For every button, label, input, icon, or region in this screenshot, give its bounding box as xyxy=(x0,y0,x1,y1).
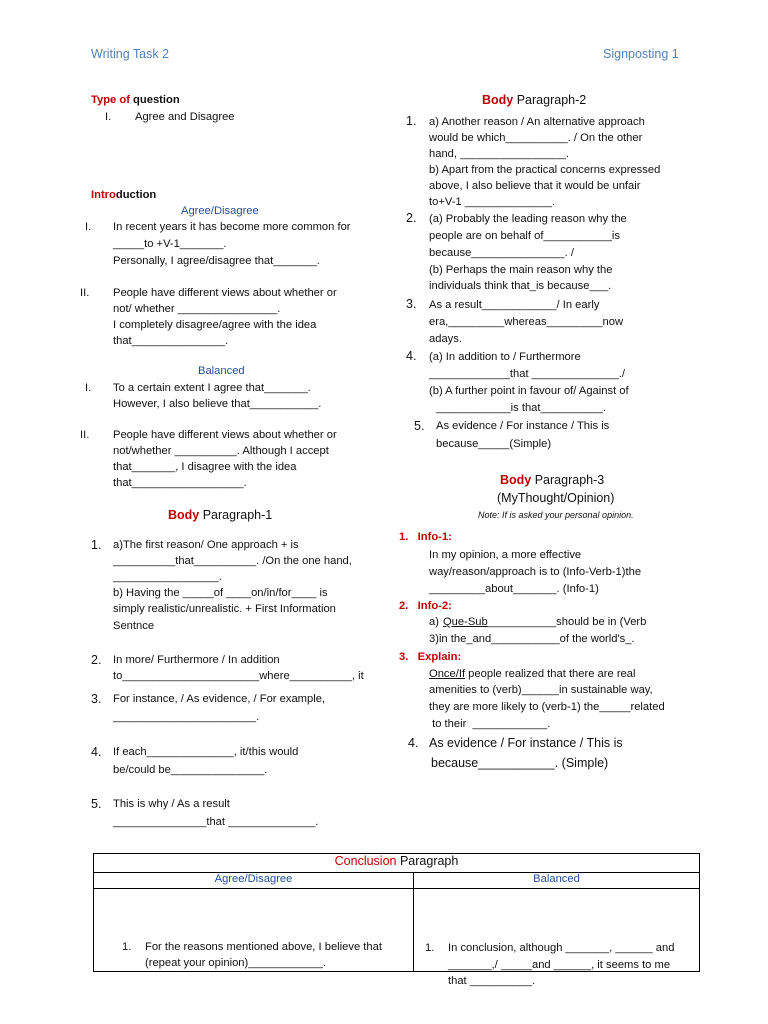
type-item: Agree and Disagree xyxy=(135,111,235,123)
body3-line: amenities to (verb)______in sustainable way, xyxy=(429,684,653,696)
body2-line: era,_________whereas_________now xyxy=(429,316,624,328)
body2-heading: Body Paragraph-2 xyxy=(482,93,587,107)
body3-heading: Body Paragraph-3 xyxy=(500,473,605,487)
balanced-i-line: However, I also believe that___________. xyxy=(113,398,322,410)
body1-line: Sentnce xyxy=(113,620,155,632)
body1-line: If each______________, it/this would xyxy=(113,746,299,758)
body1-num: 2. xyxy=(91,653,102,667)
balanced-ii-num: II. xyxy=(80,429,90,441)
intro-ii-line: not/ whether ________________. xyxy=(113,303,281,315)
body3-line: 3)in the_and___________of the world's_. xyxy=(429,633,635,645)
body2-line: ____________is that__________. xyxy=(436,402,606,414)
intro-i-line: In recent years it has become more common for xyxy=(113,221,351,233)
body2-line: As evidence / For instance / This is xyxy=(436,420,610,432)
balanced-subhead: Balanced xyxy=(198,365,245,377)
intro-ii-line: I completely disagree/agree with the idea xyxy=(113,319,317,331)
body2-num: 3. xyxy=(406,297,417,311)
body2-line: because_______________. / xyxy=(429,247,574,259)
balanced-i-num: I. xyxy=(85,382,92,394)
balanced-ii-line: that__________________. xyxy=(113,477,247,489)
header-left: Writing Task 2 xyxy=(91,47,170,61)
body3-line: they are more likely to (verb-1) the_____related xyxy=(429,701,665,713)
balanced-ii-line: not/whether __________. Although I accept xyxy=(113,445,329,457)
body3-line: way/reason/approach is to (Info-Verb-1)the xyxy=(429,566,642,578)
conclusion-agree-cell xyxy=(94,889,414,972)
conclusion-line: _______,/ _____and ______, it seems to me xyxy=(448,959,671,971)
body3-line: _________about_______. (Info-1) xyxy=(429,583,599,595)
body1-line: to______________________where__________, it xyxy=(113,670,364,682)
body2-line: b) Apart from the practical concerns expressed xyxy=(429,164,661,176)
body3-subheading: (MyThought/Opinion) xyxy=(497,491,615,505)
conclusion-line: that __________. xyxy=(448,975,536,987)
body2-line: people are on behalf of___________is xyxy=(429,230,620,242)
body2-line: (b) A further point in favour of/ Against of xyxy=(429,385,629,397)
intro-ii-line: that_______________. xyxy=(113,335,229,347)
body3-line: Once/If people realized that there are real xyxy=(429,668,636,680)
conclusion-line: In conclusion, although _______, ______ and xyxy=(448,942,675,954)
conclusion-balanced-cell xyxy=(414,889,700,987)
body1-num: 3. xyxy=(91,692,102,706)
body1-line: _______________________. xyxy=(113,711,260,723)
body2-line: hand, _________________. xyxy=(429,148,569,160)
conclusion-table xyxy=(93,853,700,987)
body3-line: to their ____________. xyxy=(429,718,551,730)
conclusion-num: 1. xyxy=(425,942,435,954)
body2-line: would be which__________. / On the other xyxy=(429,132,643,144)
type-heading: Type of question xyxy=(91,94,180,106)
conclusion-line: (repeat your opinion)____________. xyxy=(145,957,327,969)
body1-line: b) Having the _____of ____on/in/for____ is xyxy=(113,587,328,599)
balanced-ii-line: People have different views about whether or xyxy=(113,429,337,441)
body2-num: 4. xyxy=(406,349,417,363)
body1-line: a)The first reason/ One approach + is xyxy=(113,539,299,551)
body2-line: a) Another reason / An alternative approach xyxy=(429,116,645,128)
header-right: Signposting 1 xyxy=(603,47,679,61)
body2-line: above, I also believe that it would be unfair xyxy=(429,180,641,192)
body3-explain-heading: 3. Explain: xyxy=(399,651,462,663)
body2-line: (a) In addition to / Furthermore xyxy=(429,351,581,363)
body2-num: 1. xyxy=(406,114,417,128)
body2-line: (b) Perhaps the main reason why the xyxy=(429,264,613,276)
body3-line: a) Que-Sub___________should be in (Verb xyxy=(429,616,647,628)
body3-info1-heading: 1. Info-1: xyxy=(399,531,452,543)
intro-ii-num: II. xyxy=(80,287,90,299)
intro-subhead: Agree/Disagree xyxy=(181,205,259,217)
body3-line: because___________. (Simple) xyxy=(431,756,609,770)
balanced-ii-line: that_______, I disagree with the idea xyxy=(113,461,297,473)
body1-line: For instance, / As evidence, / For example, xyxy=(113,693,326,705)
conclusion-line: For the reasons mentioned above, I believe that xyxy=(145,941,382,953)
body1-line: simply realistic/unrealistic. + First Information xyxy=(113,603,336,615)
body1-line: __________that__________. /On the one hand, xyxy=(113,555,352,567)
body1-heading: Body Paragraph-1 xyxy=(168,508,273,522)
conclusion-heading: Conclusion Paragraph xyxy=(94,854,700,873)
type-num: I. xyxy=(105,111,112,123)
body1-num: 4. xyxy=(91,745,102,759)
intro-i-line: _____to +V-1_______. xyxy=(113,238,227,250)
body3-note: Note: If is asked your personal opinion. xyxy=(478,510,634,520)
body3-line: As evidence / For instance / This is xyxy=(429,736,623,750)
body2-line: because_____(Simple) xyxy=(436,438,552,450)
body1-line: In more/ Furthermore / In addition xyxy=(113,654,280,666)
body1-num: 1. xyxy=(91,538,102,552)
body3-info2-heading: 2. Info-2: xyxy=(399,600,452,612)
body1-num: 5. xyxy=(91,797,102,811)
body1-line: be/could be_______________. xyxy=(113,764,268,776)
body3-num: 4. xyxy=(408,736,419,750)
conclusion-col-agree: Agree/Disagree xyxy=(94,873,414,889)
conclusion-num: 1. xyxy=(122,941,132,953)
intro-i-line: Personally, I agree/disagree that_______. xyxy=(113,255,320,267)
conclusion-col-balanced: Balanced xyxy=(414,873,700,889)
balanced-i-line: To a certain extent I agree that_______. xyxy=(113,382,311,394)
intro-ii-line: People have different views about whether or xyxy=(113,287,337,299)
body2-num: 2. xyxy=(406,211,417,225)
body2-line: individuals think that_is because___. xyxy=(429,280,612,292)
body2-line: to+V-1 ______________. xyxy=(429,196,555,208)
body1-line: This is why / As a result xyxy=(113,798,230,810)
body3-line: In my opinion, a more effective xyxy=(429,549,582,561)
body1-line: _______________that ______________. xyxy=(113,816,319,828)
body2-line: As a result____________/ In early xyxy=(429,299,600,311)
intro-heading: Introduction xyxy=(91,189,157,201)
body2-num: 5. xyxy=(414,419,425,433)
body2-line: _____________that ______________./ xyxy=(429,368,625,380)
body2-line: (a) Probably the leading reason why the xyxy=(429,213,627,225)
body2-line: adays. xyxy=(429,333,462,345)
intro-i-num: I. xyxy=(85,221,92,233)
body1-line: _________________. xyxy=(113,571,222,583)
